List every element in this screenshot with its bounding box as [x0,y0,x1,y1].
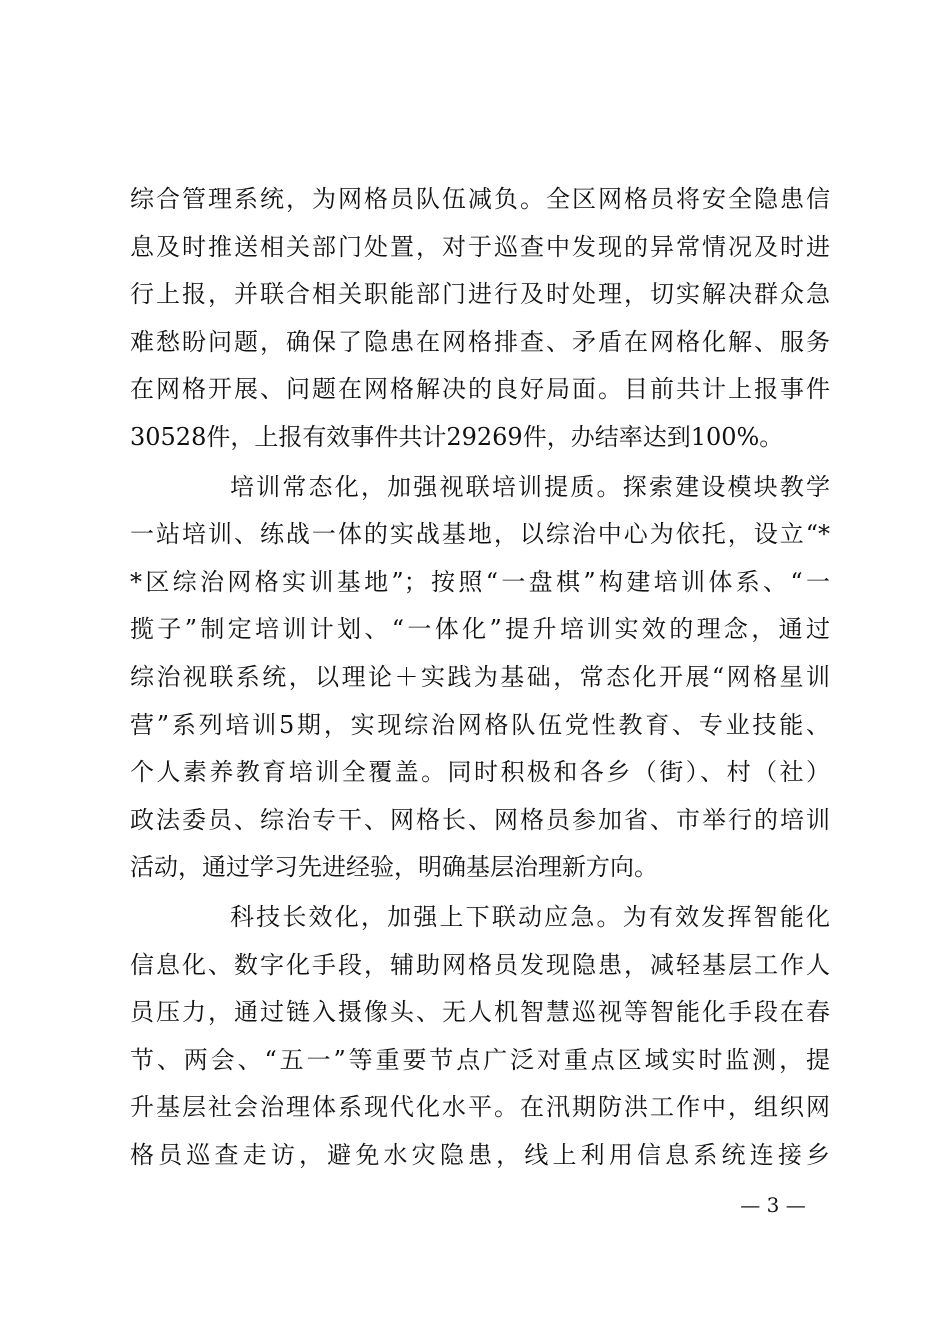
text-line: 难愁盼问题，确保了隐患在网格排查、矛盾在网格化解、服务 [130,327,830,356]
text-line: 综合管理系统，为网格员队伍减负。全区网格员将安全隐患信 [130,185,830,213]
text-line: 营”系列培训5期，实现综治网格队伍党性教育、专业技能、 [130,710,830,739]
paragraph-technology [130,894,830,1180]
text-line: 综治视联系统，以理论＋实践为基础，常态化开展“网格星训 [130,662,830,691]
text-line: 30528件，上报有效事件共计29269件，办结率达到100%。 [130,422,784,451]
text-line: 科技长效化，加强上下联动应急。为有效发挥智能化 [230,902,830,931]
text-line: 个人素养教育培训全覆盖。同时积极和各乡（街）、村（社） [130,758,830,787]
paragraph-grid-management [130,176,830,462]
paragraph-training [130,464,830,892]
text-line: *区综治网格实训基地”；按照“一盘棋”构建培训体系、“一 [130,567,830,596]
body-text [130,176,830,1179]
text-line: 格员巡查走访，避免水灾隐患，线上利用信息系统连接乡 [130,1140,830,1169]
text-line: 信息化、数字化手段，辅助网格员发现隐患，减轻基层工作人 [130,950,830,979]
text-line: 活动，通过学习先进经验，明确基层治理新方向。 [130,853,658,882]
text-line: 揽子”制定培训计划、“一体化”提升培训实效的理念，通过 [130,615,830,644]
text-line: 息及时推送相关部门处置，对于巡查中发现的异常情况及时进 [130,232,830,261]
text-line: 升基层社会治理体系现代化水平。在汛期防洪工作中，组织网 [130,1093,830,1122]
page-number: — 3 — [740,1193,806,1217]
text-line: 培训常态化，加强视联培训提质。探索建设模块教学 [230,472,830,501]
text-line: 员压力，通过链入摄像头、无人机智慧巡视等智能化手段在春 [130,998,830,1027]
text-line: 在网格开展、问题在网格解决的良好局面。目前共计上报事件 [130,375,830,404]
text-line: 一站培训、练战一体的实战基地，以综治中心为依托，设立“* [130,520,830,549]
text-line: 行上报，并联合相关职能部门进行及时处理，切实解决群众急 [130,280,830,309]
text-line: 政法委员、综治专干、网格长、网格员参加省、市举行的培训 [130,805,830,834]
text-line: 节、两会、“五一”等重要节点广泛对重点区域实时监测，提 [130,1045,830,1074]
